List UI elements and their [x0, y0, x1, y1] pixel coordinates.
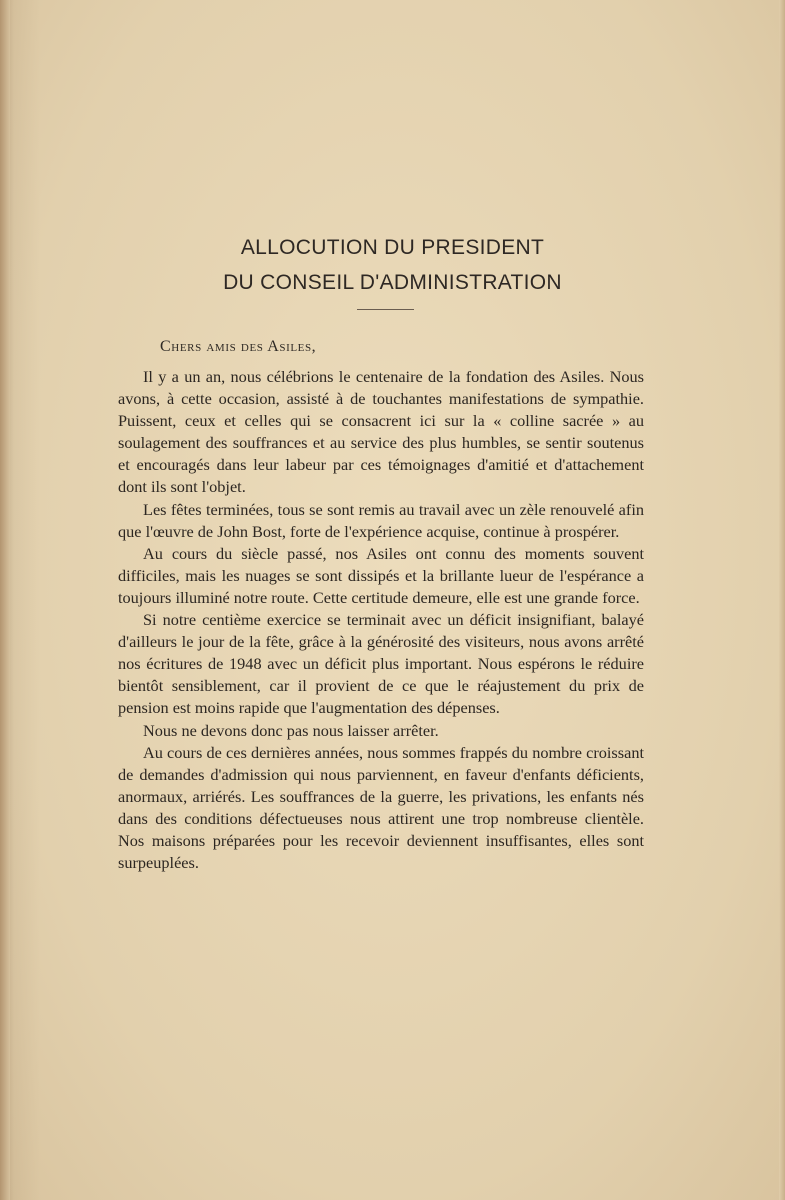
page-edge-left — [0, 0, 10, 1200]
title-line-1: ALLOCUTION DU PRESIDENT — [240, 236, 545, 259]
page-edge-right — [779, 0, 785, 1200]
salutation: Chers amis des Asiles, — [160, 338, 317, 355]
paragraph: Au cours de ces dernières années, nous sommes frappés du nombre croissant de demandes d'admission qui nous parviennent, en faveur d'enfants déficients, anormaux, arriérés. Les souffrances de la guerre, les privations, les enfants nés dans des conditions défectueuses nous attirent une trop nombreuse clientèle. Nos maisons préparées pour les recevoir deviennent insuffisantes, elles sont surpeuplées. — [118, 742, 644, 873]
paragraph: Au cours du siècle passé, nos Asiles ont connu des moments souvent difficiles, mais les nuages se sont dissipés et la brillante lueur de l'espérance a toujours illuminé notre route. Cette certitude demeure, elle est une grande force. — [118, 543, 644, 607]
paragraph: Il y a un an, nous célébrions le centenaire de la fondation des Asiles. Nous avons, à cette occasion, assisté à de touchantes manifestations de sympathie. Puissent, ceux et celles qui se consacrent ici sur la « colline sacrée » au soulagement des souffrances et au service des plus humbles, se sentir soutenus et encouragés dans leur labeur par ces témoignages d'amitié et d'attachement dont ils sont l'objet. — [118, 367, 644, 497]
paragraph: Les fêtes terminées, tous se sont remis au travail avec un zèle renouvelé afin que l'œuvre de John Bost, forte de l'expérience acquise, continue à prospérer. — [118, 499, 644, 541]
title-divider — [357, 309, 414, 310]
body-text — [118, 366, 644, 874]
title-line-2: DU CONSEIL D'ADMINISTRATION — [223, 271, 562, 294]
paragraph: Nous ne devons donc pas nous laisser arrêter. — [143, 720, 439, 740]
paragraph: Si notre centième exercice se terminait avec un déficit insignifiant, balayé d'ailleurs le jour de la fête, grâce à la générosité des visiteurs, nous avons arrêté nos écritures de 1948 avec un déficit plus important. Nous espérons le réduire bientôt sensiblement, car il provient de ce que le réajustement du prix de pension est moins rapide que l'augmentation des dépenses. — [118, 610, 644, 718]
